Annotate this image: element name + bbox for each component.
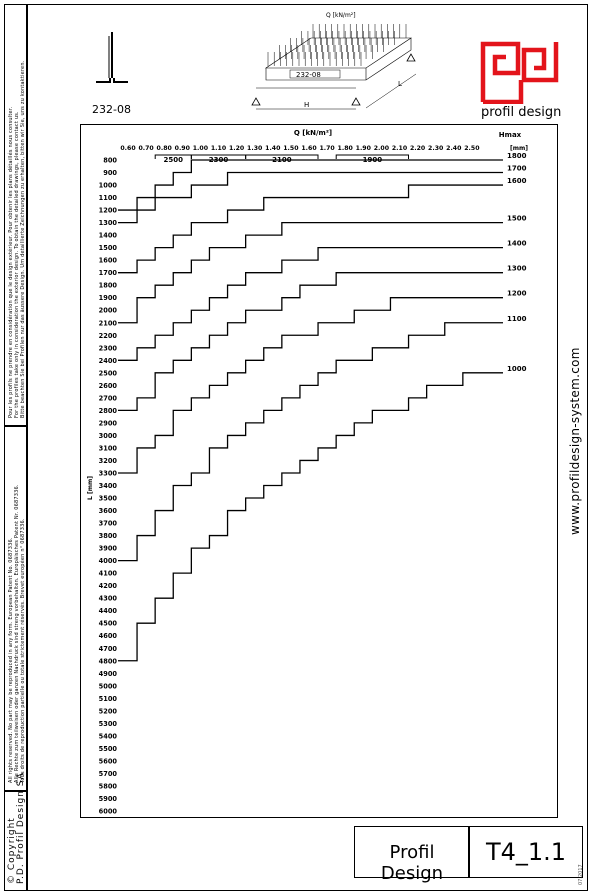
series-line-1300 [118,273,503,411]
y-tick-label: 2800 [98,406,117,415]
y-tick-label: 1600 [98,256,117,265]
x-tick-label: 1.00 [192,145,209,152]
x-tick-label: 1.30 [247,145,263,152]
x-tick-label: 0.90 [174,145,190,152]
y-tick-label: 800 [103,156,117,165]
y-tick-label: 2900 [98,419,117,428]
series-label: 1000 [507,364,527,373]
x-tick-label: 2.10 [391,145,408,152]
series-label: 1400 [507,239,527,248]
y-tick-label: 4500 [98,619,117,628]
y-tick-label: 5100 [98,694,117,703]
y-tick-label: 2300 [98,344,117,353]
y-tick-label: 2700 [98,394,117,403]
profile-code: 232-08 [92,103,131,116]
y-tick-label: 1100 [98,194,117,203]
y-tick-label: 2100 [98,319,117,328]
series-label: 1100 [507,314,527,323]
website-url[interactable]: www.profildesign-system.com [568,347,582,535]
series-label: 1800 [507,152,527,160]
x-tick-label: 2.30 [428,145,444,152]
y-tick-label: 5000 [98,682,117,691]
diagram-profile-label: 232-08 [296,71,321,79]
y-tick-label: 6000 [98,807,117,816]
series-line-1000 [118,373,503,661]
right-axis-unit: [mm] [510,145,528,152]
series-line-1400 [118,248,503,361]
y-tick-label: 1700 [98,269,117,278]
y-tick-label: 5200 [98,707,117,716]
y-tick-label: 2600 [98,381,117,390]
x-tick-label: 0.60 [120,145,136,152]
series-label: 1300 [507,264,527,273]
x-axis-title: Q [kN/m²] [293,129,333,137]
y-tick-label: 4800 [98,657,117,666]
spacing-marker-label: 2300 [208,156,229,164]
y-tick-label: 5900 [98,794,117,803]
y-tick-label: 5300 [98,719,117,728]
x-tick-label: 1.60 [301,145,317,152]
spacing-marker-label: 2100 [272,156,292,164]
series-label: 1700 [507,164,527,173]
x-tick-label: 1.90 [355,145,371,152]
notice-french: Pour les profils ne prendre en considération que le design extérieur. Pour obtenir les plans détaillés nous consulter. [8,106,14,418]
notice-english: For the profiles take only in consideration the exterior design. To obtain the detailed drawings, please contact us. [14,111,20,418]
y-tick-label: 3500 [98,494,117,503]
y-tick-label: 3700 [98,519,117,528]
y-tick-label: 3300 [98,469,117,478]
x-tick-label: 2.50 [464,145,480,152]
series-label: 1600 [507,177,527,186]
rights-german: Alle Rechte zum teilweisen oder ganzen Nachdruck sind streng vorbehalten. Europäisches Patent Nr. 0687336. [14,484,20,783]
x-tick-label: 0.70 [138,145,154,152]
rights-french: Tous droits de reproduction partielle ou totale strictement réservés. Brevet européen n° 0687336. [20,518,26,783]
y-tick-label: 4100 [98,569,117,578]
y-tick-label: 4700 [98,644,117,653]
x-tick-label: 2.40 [446,145,462,152]
diagram-load-label: Q [kN/m²] [326,12,356,19]
series-line-1100 [118,323,503,561]
y-tick-label: 5700 [98,769,117,778]
right-axis-title: Hmax [498,131,522,139]
x-tick-label: 1.80 [337,145,353,152]
y-tick-label: 2200 [98,331,117,340]
y-tick-label: 1500 [98,244,117,253]
company-name-vertical: P.D. Profil Design SA [16,772,26,884]
diagram-h-label: H [304,101,310,109]
y-tick-label: 4400 [98,607,117,616]
y-tick-label: 3000 [98,431,117,440]
y-tick-label: 4300 [98,594,117,603]
y-tick-label: 3200 [98,456,117,465]
x-tick-label: 2.00 [373,145,390,152]
spacing-marker-label: 2500 [163,156,183,164]
y-tick-label: 4900 [98,669,117,678]
y-tick-label: 5800 [98,782,117,791]
y-tick-label: 3600 [98,507,117,516]
notice-german: Bitte beachten Sie bei Profilen nur das äussere Design. Um detaillierte Zeichnungen zu erhalten, bitten wir Sie, uns zu kontaktieren. [20,60,26,418]
spacing-marker-label: 1900 [362,156,383,164]
y-tick-label: 2000 [98,306,117,315]
logo-text: profil design [481,105,562,120]
y-tick-label: 1400 [98,231,117,240]
drawing-code: T4_1.1 [485,838,567,866]
series-label: 1200 [507,289,527,298]
diagram-l-label: L [398,80,402,88]
y-axis-title: L [mm] [87,476,94,500]
y-tick-label: 3100 [98,444,117,453]
x-tick-label: 1.20 [228,145,245,152]
y-tick-label: 1000 [98,181,117,190]
title-company: Profil Design [380,842,444,884]
x-tick-label: 1.70 [319,145,335,152]
x-tick-label: 1.50 [283,145,299,152]
y-tick-label: 3400 [98,482,117,490]
y-tick-label: 5400 [98,732,117,741]
rights-english: All rights reserved. No part may be reproduced in any form. European Patent No. 0687336. [8,537,14,783]
y-tick-label: 2400 [98,356,117,365]
x-tick-label: 1.10 [210,145,227,152]
copyright-label: © Copyright [7,817,17,884]
y-tick-label: 1200 [98,206,117,215]
series-label: 1500 [507,214,527,223]
y-tick-label: 3900 [98,544,117,553]
y-tick-label: 4200 [98,582,117,591]
y-tick-label: 1800 [98,281,117,290]
y-tick-label: 1300 [98,219,117,228]
y-tick-label: 3800 [98,532,117,541]
y-tick-label: 5500 [98,744,117,753]
x-tick-label: 2.20 [409,145,426,152]
x-tick-label: 0.80 [156,145,172,152]
y-tick-label: 4000 [98,557,117,566]
x-tick-label: 1.40 [265,145,281,152]
y-tick-label: 4600 [98,632,117,641]
y-tick-label: 2500 [98,369,117,378]
y-tick-label: 5600 [98,757,117,766]
y-tick-label: 900 [103,169,117,178]
revision-date: 07.2017 [578,864,584,885]
y-tick-label: 1900 [98,294,117,303]
